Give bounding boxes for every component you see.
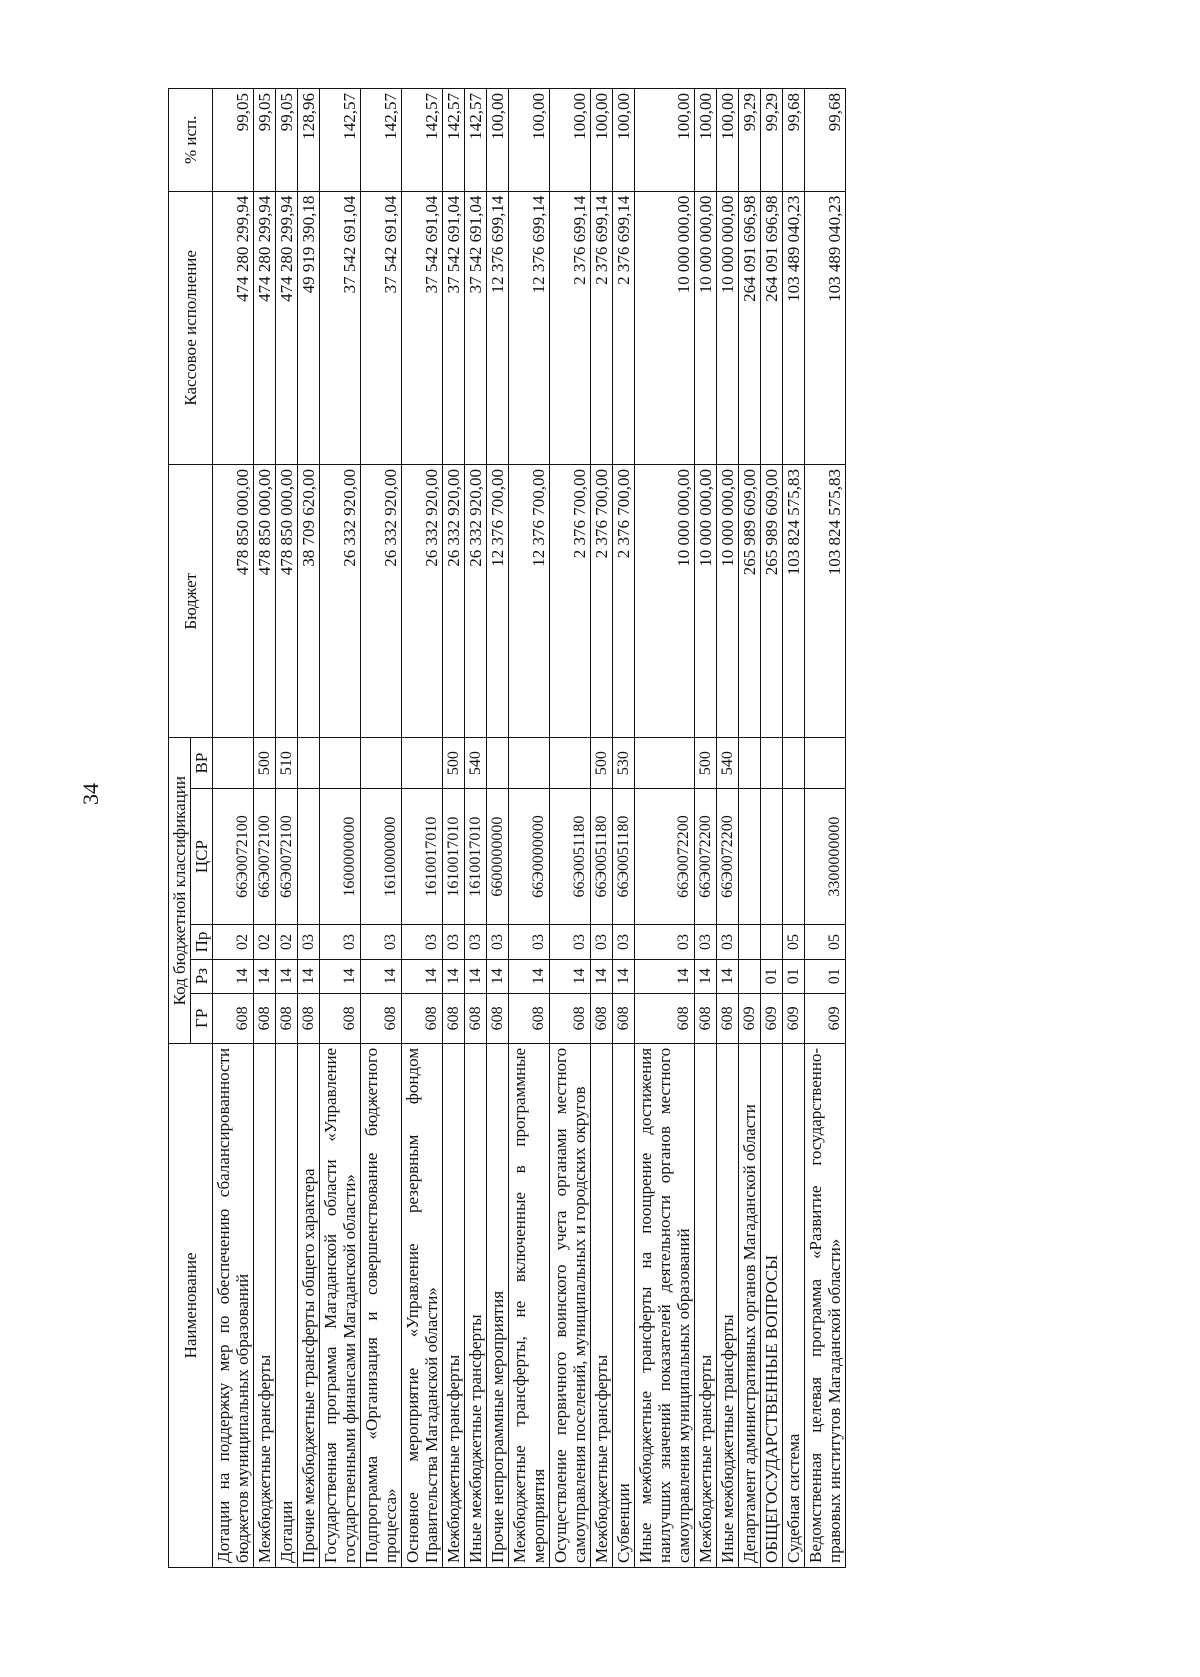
row-name: Подпрограмма «Организация и совершенствование бюджетного процесса» [361,1043,402,1567]
row-pct: 142,57 [361,89,402,192]
row-pct: 142,57 [443,89,465,192]
row-budget: 10 000 000,00 [717,465,739,738]
row-rz: 14 [613,959,635,993]
row-pct: 100,00 [487,89,509,192]
row-gr: 608 [695,993,717,1043]
row-budget: 10 000 000,00 [695,465,717,738]
table-row [805,89,846,1568]
row-rz: 01 [761,959,783,993]
row-rz: 14 [320,959,361,993]
table-row [361,89,402,1568]
row-gr: 608 [276,993,298,1043]
header-name: Наименование [169,1043,213,1567]
table-row [509,89,550,1568]
table-header [169,89,213,1568]
row-csr: 3300000000 [805,788,846,925]
row-gr: 608 [361,993,402,1043]
row-name: Прочие межбюджетные трансферты общего характера [298,1043,320,1567]
row-cash: 12 376 699,14 [509,191,550,464]
row-gr: 609 [739,993,761,1043]
row-name: ОБЩЕГОСУДАРСТВЕННЫЕ ВОПРОСЫ [761,1043,783,1567]
row-pct: 128,96 [298,89,320,192]
row-cash: 37 542 691,04 [443,191,465,464]
row-pr: 03 [402,925,443,959]
row-gr: 608 [717,993,739,1043]
row-rz [739,959,761,993]
table-row [276,89,298,1568]
row-pct: 99,05 [276,89,298,192]
row-budget: 26 332 920,00 [465,465,487,738]
row-budget: 2 376 700,00 [613,465,635,738]
row-budget: 478 850 000,00 [276,465,298,738]
row-cash: 2 376 699,14 [591,191,613,464]
row-cash: 12 376 699,14 [487,191,509,464]
row-pr: 03 [298,925,320,959]
row-rz: 14 [443,959,465,993]
row-vr [635,738,695,788]
table-row [402,89,443,1568]
row-pr: 03 [487,925,509,959]
row-pr: 02 [213,925,254,959]
table-row [635,89,695,1568]
row-cash: 474 280 299,94 [213,191,254,464]
row-pr [739,925,761,959]
row-csr: 1600000000 [320,788,361,925]
row-csr: 66Э0051180 [613,788,635,925]
row-csr: 6600000000 [487,788,509,925]
row-vr: 510 [276,738,298,788]
header-code-group: Код бюджетной классификации [169,738,191,1043]
row-rz: 01 [805,959,846,993]
row-csr: 1610000000 [361,788,402,925]
row-budget: 12 376 700,00 [487,465,509,738]
row-rz: 14 [550,959,591,993]
row-pct: 142,57 [402,89,443,192]
row-csr: 1610017010 [443,788,465,925]
row-budget: 12 376 700,00 [509,465,550,738]
row-budget: 38 709 620,00 [298,465,320,738]
row-csr [739,788,761,925]
header-vr: ВР [191,738,213,788]
row-pr: 03 [465,925,487,959]
row-pr: 03 [550,925,591,959]
table-row [254,89,276,1568]
row-vr: 540 [717,738,739,788]
row-name: Межбюджетные трансферты [443,1043,465,1567]
row-pct: 99,68 [805,89,846,192]
row-rz: 14 [695,959,717,993]
row-name: Прочие непрограммные мероприятия [487,1043,509,1567]
row-cash: 49 919 390,18 [298,191,320,464]
row-pct: 99,05 [254,89,276,192]
row-vr: 500 [443,738,465,788]
row-budget: 26 332 920,00 [402,465,443,738]
row-pr: 02 [254,925,276,959]
row-rz: 14 [635,959,695,993]
row-cash: 37 542 691,04 [402,191,443,464]
row-gr: 609 [761,993,783,1043]
row-pr: 03 [591,925,613,959]
row-pct: 100,00 [635,89,695,192]
row-csr: 66Э0072200 [717,788,739,925]
row-name: Ведомственная целевая программа «Развитие государственно-правовых институтов Магаданской области» [805,1043,846,1567]
row-pr: 03 [635,925,695,959]
header-cash: Кассовое исполнение [169,191,213,464]
row-rz: 14 [276,959,298,993]
header-csr: ЦСР [191,788,213,925]
row-pct: 142,57 [320,89,361,192]
row-cash: 264 091 696,98 [761,191,783,464]
row-vr [487,738,509,788]
row-vr: 500 [695,738,717,788]
row-name: Основное мероприятие «Управление резервным фондом Правительства Магаданской области» [402,1043,443,1567]
row-csr [783,788,805,925]
row-vr [509,738,550,788]
row-pct: 100,00 [613,89,635,192]
row-cash: 264 091 696,98 [739,191,761,464]
row-name: Осуществление первичного воинского учета органами местного самоуправления поселений, муниципальных и городских округов [550,1043,591,1567]
table-row [443,89,465,1568]
row-gr: 608 [254,993,276,1043]
row-pct: 142,57 [465,89,487,192]
row-budget: 26 332 920,00 [320,465,361,738]
row-rz: 14 [591,959,613,993]
budget-table [168,88,846,1568]
row-vr [402,738,443,788]
row-cash: 10 000 000,00 [635,191,695,464]
row-pct: 99,05 [213,89,254,192]
row-vr: 500 [254,738,276,788]
row-cash: 474 280 299,94 [254,191,276,464]
table-row [487,89,509,1568]
row-rz: 14 [717,959,739,993]
row-gr: 608 [487,993,509,1043]
row-name: Иные межбюджетные трансферты на поощрение достижения наилучших значений показателей деятельности органов местного самоуправления муниципальных образований [635,1043,695,1567]
row-gr: 608 [613,993,635,1043]
row-csr: 66Э0072200 [635,788,695,925]
row-csr: 1610017010 [465,788,487,925]
row-csr: 66Э0051180 [550,788,591,925]
row-gr: 608 [298,993,320,1043]
row-vr: 530 [613,738,635,788]
row-cash: 2 376 699,14 [613,191,635,464]
row-budget: 478 850 000,00 [254,465,276,738]
row-budget: 10 000 000,00 [635,465,695,738]
row-budget: 2 376 700,00 [550,465,591,738]
row-csr: 1610017010 [402,788,443,925]
row-budget: 265 989 609,00 [739,465,761,738]
row-pct: 99,29 [761,89,783,192]
row-name: Межбюджетные трансферты [591,1043,613,1567]
header-pct: % исп. [169,89,213,192]
header-rz: Рз [191,959,213,993]
row-gr: 608 [591,993,613,1043]
row-csr: 66Э0072100 [213,788,254,925]
row-vr [550,738,591,788]
header-budget: Бюджет [169,465,213,738]
row-cash: 103 489 040,23 [783,191,805,464]
row-pct: 100,00 [509,89,550,192]
row-name: Межбюджетные трансферты [254,1043,276,1567]
row-budget: 103 824 575,83 [783,465,805,738]
table-row [761,89,783,1568]
table-row [465,89,487,1568]
row-pct: 99,29 [739,89,761,192]
row-cash: 474 280 299,94 [276,191,298,464]
row-rz: 14 [298,959,320,993]
table-row [695,89,717,1568]
row-gr: 608 [465,993,487,1043]
row-budget: 26 332 920,00 [443,465,465,738]
row-name: Государственная программа Магаданской области «Управление государственными финансами Магаданской области» [320,1043,361,1567]
row-gr: 608 [635,993,695,1043]
row-gr: 608 [213,993,254,1043]
row-csr: 66Э0051180 [591,788,613,925]
row-cash: 37 542 691,04 [320,191,361,464]
row-vr: 540 [465,738,487,788]
row-pr: 03 [320,925,361,959]
row-pct: 100,00 [550,89,591,192]
row-rz: 01 [783,959,805,993]
row-cash: 37 542 691,04 [361,191,402,464]
row-pr: 03 [695,925,717,959]
row-name: Иные межбюджетные трансферты [465,1043,487,1567]
row-vr: 500 [591,738,613,788]
row-csr: 66Э0072100 [276,788,298,925]
page-number: 34 [78,783,103,805]
row-pr: 03 [717,925,739,959]
table-body [213,89,846,1568]
row-name: Межбюджетные трансферты [695,1043,717,1567]
row-pr: 05 [805,925,846,959]
row-name: Судебная система [783,1043,805,1567]
row-csr: 66Э0072200 [695,788,717,925]
row-gr: 608 [443,993,465,1043]
row-vr [761,738,783,788]
row-name: Дотации на поддержку мер по обеспечению сбалансированности бюджетов муниципальных образований [213,1043,254,1567]
row-rz: 14 [213,959,254,993]
row-gr: 608 [509,993,550,1043]
row-cash: 103 489 040,23 [805,191,846,464]
row-vr [361,738,402,788]
header-gr: ГР [191,993,213,1043]
row-rz: 14 [254,959,276,993]
row-pct: 100,00 [695,89,717,192]
row-rz: 14 [402,959,443,993]
row-vr [783,738,805,788]
row-vr [805,738,846,788]
row-cash: 10 000 000,00 [717,191,739,464]
row-budget: 2 376 700,00 [591,465,613,738]
row-csr [298,788,320,925]
table-row [320,89,361,1568]
row-budget: 265 989 609,00 [761,465,783,738]
row-budget: 103 824 575,83 [805,465,846,738]
row-gr: 608 [550,993,591,1043]
row-name: Иные межбюджетные трансферты [717,1043,739,1567]
row-gr: 608 [320,993,361,1043]
row-rz: 14 [465,959,487,993]
row-pr: 05 [783,925,805,959]
row-gr: 608 [402,993,443,1043]
row-gr: 609 [805,993,846,1043]
row-vr [213,738,254,788]
row-gr: 609 [783,993,805,1043]
row-cash: 37 542 691,04 [465,191,487,464]
row-csr: 66Э0000000 [509,788,550,925]
row-vr [298,738,320,788]
row-pr: 02 [276,925,298,959]
table-row [739,89,761,1568]
row-pr: 03 [361,925,402,959]
row-pr: 03 [509,925,550,959]
row-name: Межбюджетные трансферты, не включенные в программные мероприятия [509,1043,550,1567]
table-row [613,89,635,1568]
row-cash: 10 000 000,00 [695,191,717,464]
row-rz: 14 [509,959,550,993]
row-budget: 26 332 920,00 [361,465,402,738]
row-name: Субвенции [613,1043,635,1567]
table-row [783,89,805,1568]
row-vr [320,738,361,788]
row-pct: 100,00 [591,89,613,192]
table-row [717,89,739,1568]
row-name: Дотации [276,1043,298,1567]
row-pr: 03 [443,925,465,959]
table-row [213,89,254,1568]
row-budget: 478 850 000,00 [213,465,254,738]
table-row [591,89,613,1568]
table-row [298,89,320,1568]
row-pct: 99,68 [783,89,805,192]
row-pct: 100,00 [717,89,739,192]
row-pr: 03 [613,925,635,959]
table-row [550,89,591,1568]
row-name: Департамент административных органов Магаданской области [739,1043,761,1567]
row-rz: 14 [361,959,402,993]
row-rz: 14 [487,959,509,993]
rotated-page-content [168,88,888,1568]
row-vr [739,738,761,788]
row-csr: 66Э0072100 [254,788,276,925]
row-pr [761,925,783,959]
row-csr [761,788,783,925]
row-cash: 2 376 699,14 [550,191,591,464]
header-pr: Пр [191,925,213,959]
